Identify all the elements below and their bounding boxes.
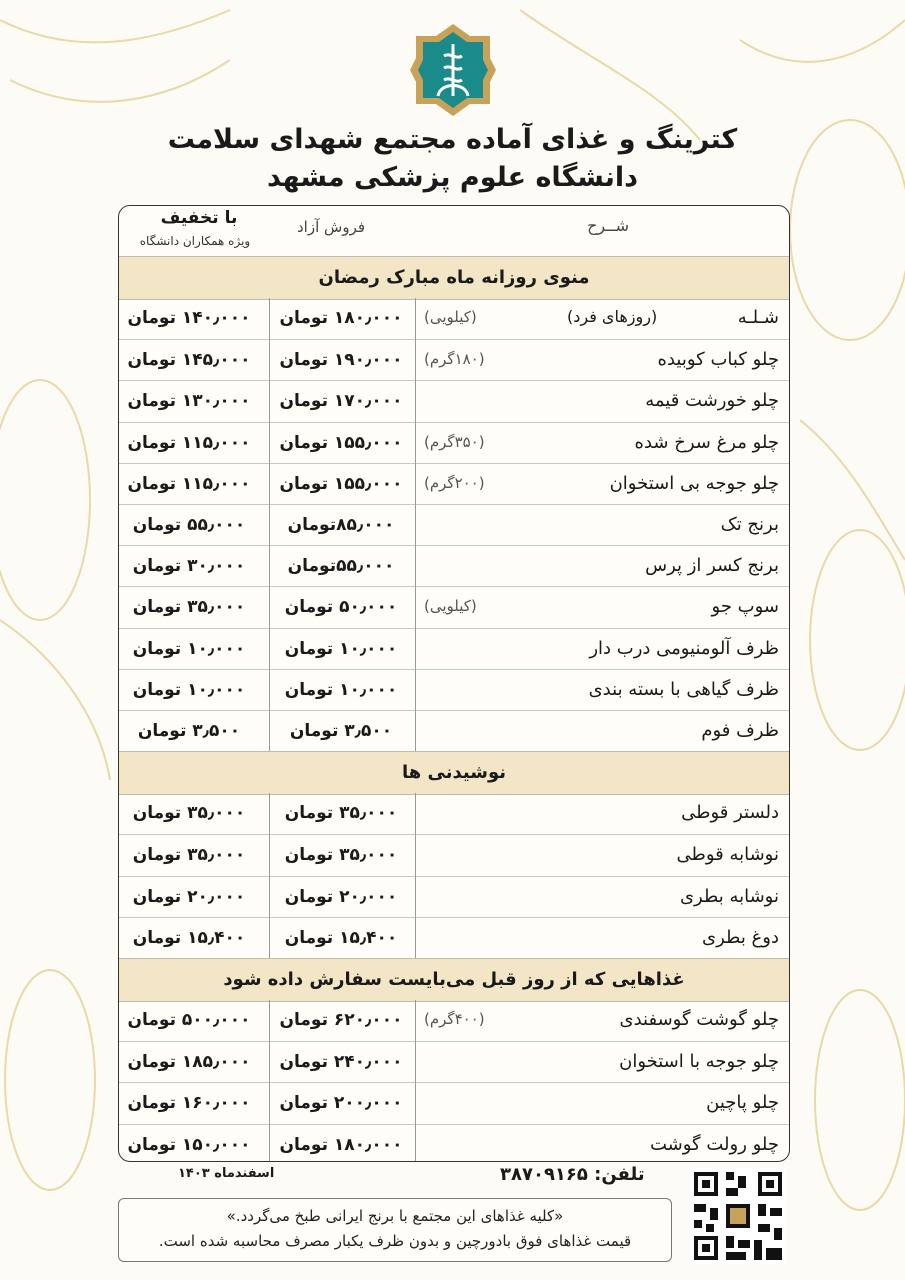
price-discount: ۱۶۰٫۰۰۰ تومان xyxy=(127,1093,251,1114)
menu-row xyxy=(119,504,789,546)
menu-row xyxy=(119,339,789,381)
price-discount: ۱۵٫۴۰۰ تومان xyxy=(132,927,246,948)
price-discount: ۳۰٫۰۰۰ تومان xyxy=(132,556,246,577)
item-name: نوشابه قوطی xyxy=(676,844,779,866)
price-discount: ۳۵٫۰۰۰ تومان xyxy=(132,803,246,824)
section-title: منوی روزانه ماه مبارک رمضان xyxy=(119,256,789,300)
item-name: چلو خورشت قیمه xyxy=(645,390,779,412)
column-divider xyxy=(269,298,270,751)
price-free-sale: ۱۵٫۴۰۰ تومان xyxy=(284,927,398,948)
item-name: دوغ بطری xyxy=(702,926,779,948)
menu-row xyxy=(119,422,789,464)
column-description: شــرح xyxy=(587,216,629,235)
menu-row xyxy=(119,834,789,876)
price-free-sale: ۲۴۰٫۰۰۰ تومان xyxy=(279,1052,403,1073)
column-discount-subtitle: ویژه همکاران دانشگاه xyxy=(139,234,251,248)
menu-row xyxy=(119,628,789,670)
item-name: چلو رولت گوشت xyxy=(650,1133,779,1155)
title-line-1: کترینگ و غذای آماده مجتمع شهدای سلامت xyxy=(167,124,738,155)
footer-phone: تلفن: ۳۸۷۰۹۱۶۵ xyxy=(500,1164,645,1185)
price-free-sale: ۱۵۵٫۰۰۰ تومان xyxy=(279,432,403,453)
footer-date: اسفندماه ۱۴۰۳ xyxy=(178,1166,275,1181)
menu-row xyxy=(119,669,789,711)
item-name: چلو کباب کوبیده xyxy=(657,349,779,371)
table-header xyxy=(119,206,789,256)
price-discount: ۵۵٫۰۰۰ تومان xyxy=(132,515,246,535)
column-divider xyxy=(415,298,416,751)
footer-note-box xyxy=(118,1198,672,1262)
price-discount: ۱۴۰٫۰۰۰ تومان xyxy=(127,308,251,328)
menu-row xyxy=(119,545,789,587)
price-free-sale: ۱۷۰٫۰۰۰ تومان xyxy=(279,391,403,412)
item-name: شـلـه xyxy=(737,307,779,328)
menu-row xyxy=(119,380,789,422)
menu-row xyxy=(119,876,789,918)
price-free-sale: ۱۰٫۰۰۰ تومان xyxy=(284,638,398,659)
menu-table xyxy=(118,205,790,1162)
section-title: نوشیدنی ها xyxy=(119,751,789,795)
item-weight-note: (۲۰۰گرم) xyxy=(424,473,485,492)
item-weight-note: (۴۰۰گرم) xyxy=(424,1010,485,1028)
item-name: چلو پاچین xyxy=(706,1092,779,1114)
price-free-sale: ۳٫۵۰۰ تومان xyxy=(289,721,393,741)
item-name: برنج کسر از پرس xyxy=(645,555,779,577)
column-divider xyxy=(415,1000,416,1162)
price-discount: ۳٫۵۰۰ تومان xyxy=(137,721,241,741)
footer-note-line-1: «کلیه غذاهای این مجتمع با برنج ایرانی طبخ می‌گردد.» xyxy=(226,1207,564,1225)
menu-row xyxy=(119,710,789,752)
menu-row xyxy=(119,1124,789,1162)
item-weight-note: (۱۸۰گرم) xyxy=(424,350,485,369)
price-free-sale: ۳۵٫۰۰۰ تومان xyxy=(284,845,398,866)
section-title: غذاهایی که از روز قبل می‌بایست سفارش داده شود xyxy=(119,958,789,1002)
price-discount: ۱۱۵٫۰۰۰ تومان xyxy=(127,432,251,453)
price-discount: ۳۵٫۰۰۰ تومان xyxy=(132,597,246,618)
price-free-sale: ۱۸۰٫۰۰۰ تومان xyxy=(279,1134,403,1155)
price-free-sale: ۶۲۰٫۰۰۰ تومان xyxy=(279,1010,403,1030)
price-free-sale: ۱۸۰٫۰۰۰ تومان xyxy=(279,308,403,328)
price-discount: ۱۴۵٫۰۰۰ تومان xyxy=(127,350,251,371)
column-divider xyxy=(269,793,270,958)
item-name: دلستر قوطی xyxy=(681,802,779,824)
price-discount: ۵۰۰٫۰۰۰ تومان xyxy=(127,1010,251,1030)
price-discount: ۱۸۵٫۰۰۰ تومان xyxy=(127,1052,251,1073)
item-days-note: (روزهای فرد) xyxy=(567,307,658,326)
item-weight-note: (۳۵۰گرم) xyxy=(424,432,485,451)
item-name: سوپ جو xyxy=(711,596,779,618)
price-discount: ۱۱۵٫۰۰۰ تومان xyxy=(127,473,251,494)
menu-row xyxy=(119,463,789,505)
price-free-sale: ۵۵٫۰۰۰تومان xyxy=(287,556,395,577)
price-free-sale: ۱۰٫۰۰۰ تومان xyxy=(284,679,398,700)
item-name: نوشابه بطری xyxy=(679,885,779,907)
price-discount: ۱۰٫۰۰۰ تومان xyxy=(132,679,246,700)
price-discount: ۱۳۰٫۰۰۰ تومان xyxy=(127,391,251,412)
column-divider xyxy=(269,1000,270,1162)
price-free-sale: ۳۵٫۰۰۰ تومان xyxy=(284,803,398,824)
qr-code[interactable] xyxy=(690,1168,786,1264)
item-name: ظرف فوم xyxy=(701,720,779,741)
price-discount: ۱۵۰٫۰۰۰ تومان xyxy=(127,1134,251,1155)
price-free-sale: ۱۵۵٫۰۰۰ تومان xyxy=(279,473,403,494)
price-discount: ۲۰٫۰۰۰ تومان xyxy=(132,886,246,907)
menu-row xyxy=(119,298,789,339)
price-free-sale: ۱۹۰٫۰۰۰ تومان xyxy=(279,350,403,371)
item-weight-note: (کیلویی) xyxy=(424,597,477,616)
menu-row xyxy=(119,1041,789,1083)
item-name: چلو جوجه با استخوان xyxy=(619,1051,779,1073)
item-name: برنج تک xyxy=(720,514,779,535)
item-name: ظرف آلومنیومی درب دار xyxy=(589,637,779,659)
price-discount: ۳۵٫۰۰۰ تومان xyxy=(132,845,246,866)
price-free-sale: ۲۰٫۰۰۰ تومان xyxy=(284,886,398,907)
column-free-sale: فروش آزاد xyxy=(297,218,366,236)
item-name: چلو مرغ سرخ شده xyxy=(634,431,779,453)
university-logo xyxy=(410,22,496,118)
menu-row xyxy=(119,1082,789,1124)
item-name: چلو گوشت گوسفندی xyxy=(619,1009,779,1030)
column-discount: با تخفیف xyxy=(160,208,238,228)
item-weight-note: (کیلویی) xyxy=(424,308,477,326)
price-discount: ۱۰٫۰۰۰ تومان xyxy=(132,638,246,659)
menu-row xyxy=(119,917,789,959)
column-divider xyxy=(415,793,416,958)
price-free-sale: ۸۵٫۰۰۰تومان xyxy=(287,515,395,535)
menu-row xyxy=(119,1000,789,1041)
price-free-sale: ۲۰۰٫۰۰۰ تومان xyxy=(279,1093,403,1114)
menu-row xyxy=(119,793,789,834)
item-name: ظرف گیاهی با بسته بندی xyxy=(588,678,779,700)
item-name: چلو جوجه بی استخوان xyxy=(609,472,779,494)
title-line-2: دانشگاه علوم پزشکی مشهد xyxy=(267,162,638,193)
price-free-sale: ۵۰٫۰۰۰ تومان xyxy=(284,597,398,618)
footer-note-line-2: قیمت غذاهای فوق بادورچین و بدون ظرف یکبار مصرف محاسبه شده است. xyxy=(158,1232,632,1250)
menu-row xyxy=(119,586,789,628)
